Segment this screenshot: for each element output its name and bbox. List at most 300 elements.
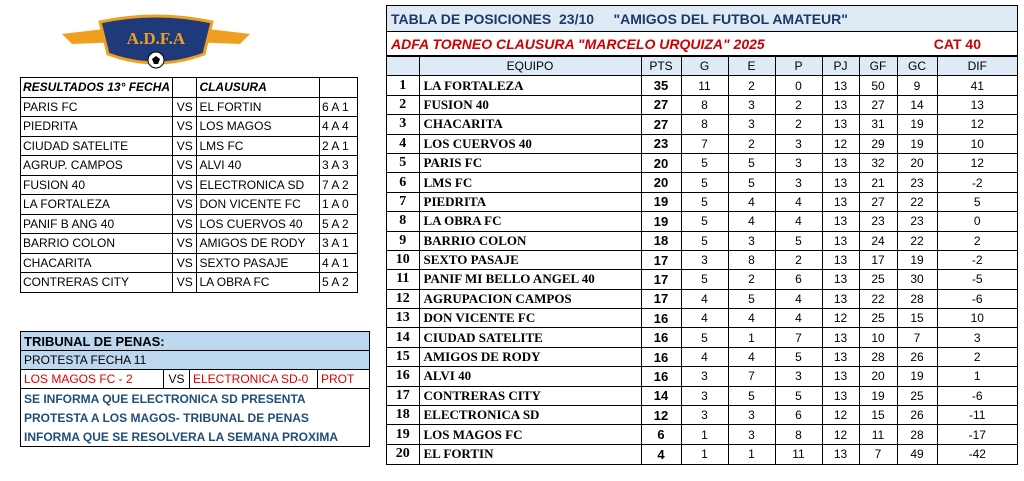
cell-pos: 1 [387, 76, 419, 95]
col-dif: DIF [937, 57, 1017, 76]
cell-pos: 6 [387, 173, 419, 192]
result-home: PANIF B ANG 40 [21, 214, 173, 234]
cell-gc: 14 [897, 95, 937, 114]
cell-pts: 27 [641, 95, 681, 114]
cell-pos: 2 [387, 95, 419, 114]
cell-gf: 32 [859, 153, 897, 172]
col-g: G [681, 57, 728, 76]
cell-pts: 17 [641, 289, 681, 308]
result-row [21, 234, 358, 254]
cell-g: 11 [681, 76, 728, 95]
cell-g: 5 [681, 153, 728, 172]
results-table [20, 77, 358, 293]
cell-gf: 25 [859, 270, 897, 289]
cell-gf: 31 [859, 115, 897, 134]
cell-gf: 23 [859, 212, 897, 231]
cell-pos: 7 [387, 192, 419, 211]
cell-pts: 17 [641, 270, 681, 289]
cell-pj: 13 [822, 444, 859, 463]
result-score: 1 A 0 [319, 195, 357, 215]
result-away: LMS FC [197, 136, 320, 156]
cell-team: EL FORTIN [419, 444, 641, 463]
tournament-name: ADFA TORNEO CLAUSURA "MARCELO URQUIZA" 2025 [391, 35, 765, 52]
result-score: 5 A 2 [319, 214, 357, 234]
col-pts: PTS [641, 57, 681, 76]
cell-p: 4 [775, 212, 822, 231]
result-home: LA FORTALEZA [21, 195, 173, 215]
standings-row [387, 309, 1017, 328]
result-row [21, 156, 358, 176]
cell-g: 5 [681, 231, 728, 250]
cell-p: 8 [775, 425, 822, 444]
cell-e: 1 [728, 328, 775, 347]
cell-pts: 16 [641, 309, 681, 328]
cell-team: CHACARITA [419, 115, 641, 134]
cell-g: 3 [681, 250, 728, 269]
cell-pj: 13 [822, 115, 859, 134]
result-score: 6 A 1 [319, 97, 357, 117]
cell-pj: 13 [822, 270, 859, 289]
cell-gf: 28 [859, 347, 897, 366]
standings-title: TABLA DE POSICIONES 23/10 "AMIGOS DEL FUTBOL AMATEUR" [387, 6, 1017, 32]
result-score: 3 A 3 [319, 156, 357, 176]
cell-gf: 29 [859, 134, 897, 153]
standings-row [387, 95, 1017, 114]
cell-p: 2 [775, 95, 822, 114]
cell-p: 3 [775, 134, 822, 153]
cell-pos: 3 [387, 115, 419, 134]
cell-gc: 30 [897, 270, 937, 289]
cell-g: 8 [681, 115, 728, 134]
standings-row [387, 192, 1017, 211]
cell-dif: 41 [937, 76, 1017, 95]
cell-pos: 15 [387, 347, 419, 366]
cell-pts: 19 [641, 212, 681, 231]
cell-pj: 13 [822, 328, 859, 347]
protest-vs: VS [164, 370, 190, 389]
standings-row [387, 134, 1017, 153]
cell-gf: 21 [859, 173, 897, 192]
protest-tag: PROT [321, 372, 355, 386]
result-row [21, 195, 358, 215]
result-away: ELECTRONICA SD [197, 175, 320, 195]
cell-pj: 12 [822, 425, 859, 444]
result-away: ALVI 40 [197, 156, 320, 176]
result-score: 2 A 1 [319, 136, 357, 156]
cell-p: 4 [775, 309, 822, 328]
cell-e: 4 [728, 192, 775, 211]
cell-gc: 28 [897, 425, 937, 444]
cell-pos: 9 [387, 231, 419, 250]
cell-dif: -2 [937, 250, 1017, 269]
standings-row [387, 444, 1017, 463]
cell-gf: 7 [859, 444, 897, 463]
cell-pj: 13 [822, 367, 859, 386]
cell-pos: 18 [387, 406, 419, 425]
col-equipo: EQUIPO [419, 57, 641, 76]
result-away: AMIGOS DE RODY [197, 234, 320, 254]
cell-p: 6 [775, 406, 822, 425]
cell-gc: 22 [897, 192, 937, 211]
cell-p: 4 [775, 289, 822, 308]
cell-p: 5 [775, 347, 822, 366]
cell-e: 8 [728, 250, 775, 269]
cell-dif: 0 [937, 212, 1017, 231]
cell-gf: 20 [859, 367, 897, 386]
cell-pts: 6 [641, 425, 681, 444]
cell-g: 5 [681, 192, 728, 211]
standings-row [387, 406, 1017, 425]
cell-pj: 12 [822, 309, 859, 328]
cell-gf: 19 [859, 386, 897, 405]
result-home: FUSION 40 [21, 175, 173, 195]
result-away: DON VICENTE FC [197, 195, 320, 215]
cell-team: FUSION 40 [419, 95, 641, 114]
result-vs: VS [173, 117, 197, 137]
cell-e: 2 [728, 76, 775, 95]
col-gc: GC [897, 57, 937, 76]
result-away: LOS MAGOS [197, 117, 320, 137]
cell-gf: 11 [859, 425, 897, 444]
cell-g: 4 [681, 347, 728, 366]
result-home: PIEDRITA [21, 117, 173, 137]
protest-home: LOS MAGOS FC - 2 [21, 370, 164, 389]
cell-gf: 17 [859, 250, 897, 269]
cell-e: 2 [728, 270, 775, 289]
cell-pos: 5 [387, 153, 419, 172]
cell-gf: 22 [859, 289, 897, 308]
cell-dif: 3 [937, 328, 1017, 347]
cell-pts: 16 [641, 328, 681, 347]
cell-pos: 16 [387, 367, 419, 386]
tribunal-protest-row [21, 370, 369, 389]
standings-row [387, 231, 1017, 250]
cell-pj: 13 [822, 212, 859, 231]
cell-pj: 13 [822, 386, 859, 405]
result-away: EL FORTIN [197, 97, 320, 117]
cell-g: 8 [681, 95, 728, 114]
tribunal-title: TRIBUNAL DE PENAS: [21, 332, 369, 351]
cell-gc: 26 [897, 347, 937, 366]
cell-team: AMIGOS DE RODY [419, 347, 641, 366]
result-vs: VS [173, 234, 197, 254]
cell-g: 4 [681, 289, 728, 308]
cell-pts: 16 [641, 367, 681, 386]
standings-row [387, 212, 1017, 231]
result-row [21, 175, 358, 195]
result-row [21, 214, 358, 234]
col-pj: PJ [822, 57, 859, 76]
cell-e: 3 [728, 231, 775, 250]
cell-dif: -2 [937, 173, 1017, 192]
cell-pj: 13 [822, 231, 859, 250]
cell-e: 4 [728, 212, 775, 231]
result-vs: VS [173, 136, 197, 156]
result-vs: VS [173, 214, 197, 234]
cell-team: LOS CUERVOS 40 [419, 134, 641, 153]
cell-e: 3 [728, 406, 775, 425]
standings-row [387, 250, 1017, 269]
tribunal-line: INFORMA QUE SE RESOLVERA LA SEMANA PROXIMA [24, 429, 339, 444]
result-home: CONTRERAS CITY [21, 273, 173, 293]
cell-p: 6 [775, 270, 822, 289]
cell-gc: 19 [897, 134, 937, 153]
standings-row [387, 328, 1017, 347]
standings-row [387, 347, 1017, 366]
result-away: LOS CUERVOS 40 [197, 214, 320, 234]
results-header [21, 78, 358, 98]
standings-row [387, 425, 1017, 444]
result-score: 4 A 4 [319, 117, 357, 137]
cell-e: 4 [728, 347, 775, 366]
standings-row [387, 367, 1017, 386]
cell-g: 1 [681, 444, 728, 463]
cell-pts: 18 [641, 231, 681, 250]
standings-row [387, 173, 1017, 192]
cell-pts: 20 [641, 153, 681, 172]
tribunal-line: PROTESTA A LOS MAGOS- TRIBUNAL DE PENAS [24, 410, 309, 425]
cell-team: LOS MAGOS FC [419, 425, 641, 444]
cell-team: LMS FC [419, 173, 641, 192]
cell-g: 5 [681, 173, 728, 192]
cell-g: 4 [681, 309, 728, 328]
cell-gc: 28 [897, 289, 937, 308]
cell-p: 2 [775, 250, 822, 269]
cell-dif: -11 [937, 406, 1017, 425]
result-vs: VS [173, 195, 197, 215]
result-score: 4 A 1 [319, 253, 357, 273]
cell-pos: 20 [387, 444, 419, 463]
result-vs: VS [173, 273, 197, 293]
cell-dif: 2 [937, 347, 1017, 366]
result-away: LA OBRA FC [197, 273, 320, 293]
cell-pj: 13 [822, 192, 859, 211]
cell-dif: -17 [937, 425, 1017, 444]
cell-pj: 13 [822, 250, 859, 269]
results-header-tournament: CLAUSURA [197, 78, 320, 98]
cell-team: ALVI 40 [419, 367, 641, 386]
cell-gf: 24 [859, 231, 897, 250]
cell-e: 5 [728, 289, 775, 308]
cell-team: BARRIO COLON [419, 231, 641, 250]
cell-team: PARIS FC [419, 153, 641, 172]
cell-dif: 12 [937, 115, 1017, 134]
cell-e: 3 [728, 425, 775, 444]
cell-dif: 2 [937, 231, 1017, 250]
cell-pts: 16 [641, 347, 681, 366]
cell-pos: 17 [387, 386, 419, 405]
cell-dif: -5 [937, 270, 1017, 289]
cell-pos: 12 [387, 289, 419, 308]
cell-team: LA OBRA FC [419, 212, 641, 231]
cell-pos: 4 [387, 134, 419, 153]
result-row [21, 253, 358, 273]
cell-pos: 11 [387, 270, 419, 289]
cell-p: 3 [775, 367, 822, 386]
result-home: CHACARITA [21, 253, 173, 273]
cell-dif: 1 [937, 367, 1017, 386]
cell-g: 5 [681, 270, 728, 289]
cell-g: 3 [681, 386, 728, 405]
cell-pts: 35 [641, 76, 681, 95]
tribunal-subtitle: PROTESTA FECHA 11 [21, 351, 369, 370]
cell-team: CIUDAD SATELITE [419, 328, 641, 347]
cell-g: 3 [681, 406, 728, 425]
cell-team: AGRUPACION CAMPOS [419, 289, 641, 308]
cell-e: 7 [728, 367, 775, 386]
result-score: 5 A 2 [319, 273, 357, 293]
cell-e: 5 [728, 153, 775, 172]
result-home: AGRUP. CAMPOS [21, 156, 173, 176]
cell-p: 4 [775, 192, 822, 211]
result-row [21, 273, 358, 293]
standings-row [387, 153, 1017, 172]
results-header-gap [173, 78, 197, 98]
standings-row [387, 386, 1017, 405]
cell-p: 2 [775, 115, 822, 134]
cell-pj: 13 [822, 76, 859, 95]
cell-dif: 10 [937, 309, 1017, 328]
cell-gc: 19 [897, 115, 937, 134]
col-gf: GF [859, 57, 897, 76]
result-vs: VS [173, 156, 197, 176]
cell-pos: 13 [387, 309, 419, 328]
standings-panel [386, 5, 1018, 465]
cell-pts: 27 [641, 115, 681, 134]
tribunal-box [20, 331, 370, 447]
cell-pts: 20 [641, 173, 681, 192]
result-row [21, 97, 358, 117]
cell-gc: 23 [897, 173, 937, 192]
cell-gc: 22 [897, 231, 937, 250]
standings-table [387, 56, 1017, 464]
cell-pj: 12 [822, 406, 859, 425]
cell-dif: -42 [937, 444, 1017, 463]
result-vs: VS [173, 97, 197, 117]
cell-pts: 12 [641, 406, 681, 425]
cell-e: 1 [728, 444, 775, 463]
cell-e: 4 [728, 309, 775, 328]
standings-row [387, 270, 1017, 289]
result-home: CIUDAD SATELITE [21, 136, 173, 156]
cell-gc: 7 [897, 328, 937, 347]
result-home: PARIS FC [21, 97, 173, 117]
cell-team: LA FORTALEZA [419, 76, 641, 95]
cell-pts: 23 [641, 134, 681, 153]
col-p: P [775, 57, 822, 76]
results-header-score [319, 78, 357, 98]
cell-pj: 13 [822, 173, 859, 192]
standings-row [387, 289, 1017, 308]
cell-p: 5 [775, 386, 822, 405]
cell-pj: 12 [822, 134, 859, 153]
tribunal-line: SE INFORMA QUE ELECTRONICA SD PRESENTA [24, 391, 306, 406]
cell-gc: 9 [897, 76, 937, 95]
cell-gf: 10 [859, 328, 897, 347]
cell-p: 3 [775, 173, 822, 192]
result-home: BARRIO COLON [21, 234, 173, 254]
svg-text:A.D.F.A: A.D.F.A [126, 29, 186, 48]
cell-team: ELECTRONICA SD [419, 406, 641, 425]
result-away: SEXTO PASAJE [197, 253, 320, 273]
standings-subtitle [387, 32, 1017, 56]
cell-g: 1 [681, 425, 728, 444]
cell-pts: 19 [641, 192, 681, 211]
standings-row [387, 76, 1017, 95]
standings-row [387, 115, 1017, 134]
cell-gc: 26 [897, 406, 937, 425]
cell-gc: 49 [897, 444, 937, 463]
cell-gc: 15 [897, 309, 937, 328]
cell-pts: 14 [641, 386, 681, 405]
protest-away: ELECTRONICA SD-0 [190, 370, 318, 389]
cell-pj: 13 [822, 347, 859, 366]
result-row [21, 117, 358, 137]
cell-dif: 5 [937, 192, 1017, 211]
cell-dif: -6 [937, 386, 1017, 405]
cell-gc: 20 [897, 153, 937, 172]
cell-gc: 19 [897, 250, 937, 269]
cell-dif: -6 [937, 289, 1017, 308]
results-header-title: RESULTADOS 13° FECHA [21, 78, 173, 98]
standings-header [387, 57, 1017, 76]
col-e: E [728, 57, 775, 76]
cell-pos: 14 [387, 328, 419, 347]
cell-e: 5 [728, 173, 775, 192]
cell-g: 3 [681, 367, 728, 386]
cell-gc: 25 [897, 386, 937, 405]
col-pos [387, 57, 419, 76]
cell-team: SEXTO PASAJE [419, 250, 641, 269]
category-label: CAT 40 [933, 35, 981, 52]
adfa-logo [62, 14, 250, 72]
cell-p: 7 [775, 328, 822, 347]
cell-g: 5 [681, 212, 728, 231]
cell-pts: 17 [641, 250, 681, 269]
cell-dif: 13 [937, 95, 1017, 114]
cell-pos: 8 [387, 212, 419, 231]
cell-dif: 12 [937, 153, 1017, 172]
result-score: 3 A 1 [319, 234, 357, 254]
cell-gc: 23 [897, 212, 937, 231]
cell-e: 5 [728, 386, 775, 405]
cell-e: 3 [728, 115, 775, 134]
cell-pts: 4 [641, 444, 681, 463]
cell-gf: 27 [859, 192, 897, 211]
cell-p: 3 [775, 153, 822, 172]
cell-g: 7 [681, 134, 728, 153]
cell-g: 5 [681, 328, 728, 347]
cell-e: 3 [728, 95, 775, 114]
cell-pos: 10 [387, 250, 419, 269]
cell-gf: 15 [859, 406, 897, 425]
cell-pj: 13 [822, 153, 859, 172]
cell-p: 11 [775, 444, 822, 463]
cell-p: 0 [775, 76, 822, 95]
cell-gf: 25 [859, 309, 897, 328]
cell-pos: 19 [387, 425, 419, 444]
cell-gf: 27 [859, 95, 897, 114]
cell-team: PANIF MI BELLO ANGEL 40 [419, 270, 641, 289]
result-row [21, 136, 358, 156]
cell-gc: 19 [897, 367, 937, 386]
cell-gf: 50 [859, 76, 897, 95]
cell-team: PIEDRITA [419, 192, 641, 211]
cell-dif: 10 [937, 134, 1017, 153]
cell-team: CONTRERAS CITY [419, 386, 641, 405]
result-vs: VS [173, 175, 197, 195]
cell-pj: 13 [822, 95, 859, 114]
